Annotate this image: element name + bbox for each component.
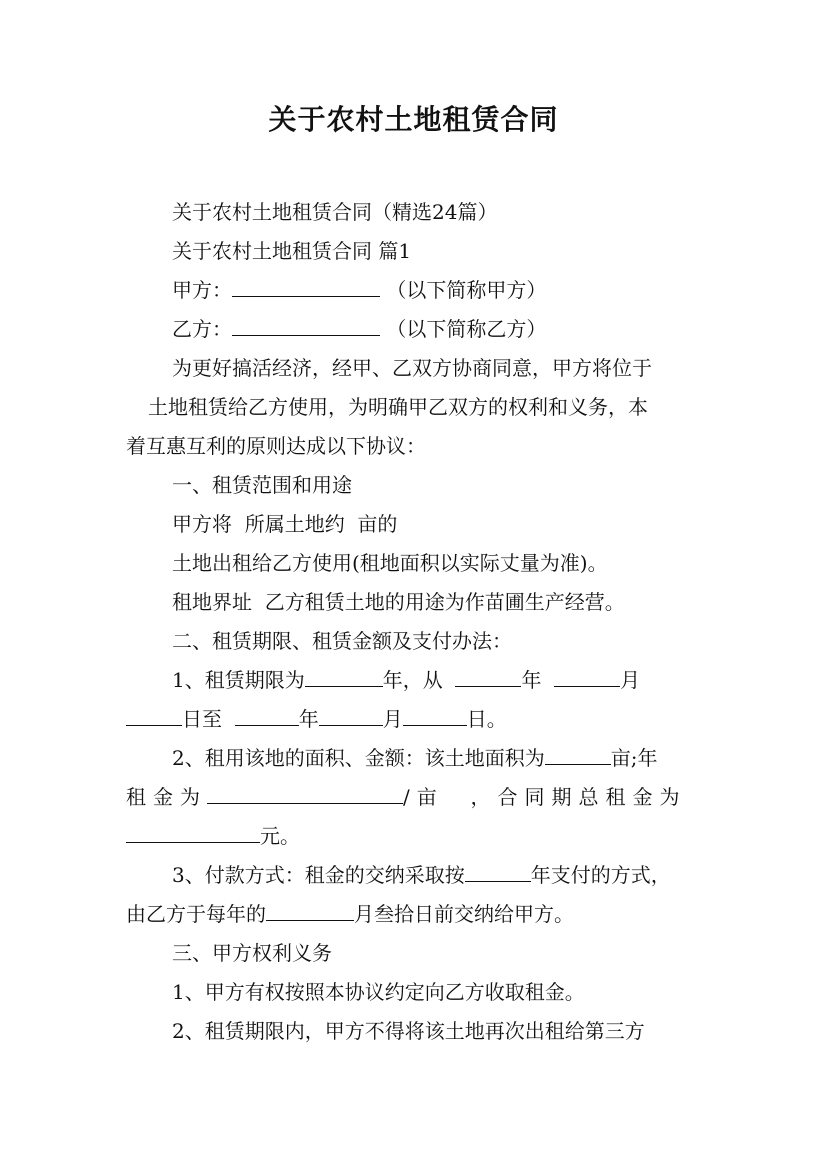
rent-total-label: /亩 ，合同期总租金为 xyxy=(403,785,687,809)
rent-line xyxy=(126,783,686,811)
payment-month-blank xyxy=(266,900,354,921)
party-b-line xyxy=(172,315,546,343)
day-to-text: 日至 xyxy=(182,707,235,731)
month-text: 月 xyxy=(620,668,641,692)
rent-label: 租金为 xyxy=(126,785,207,809)
day-text: 日。 xyxy=(466,707,507,731)
start-month-blank xyxy=(554,666,620,687)
start-year-blank xyxy=(455,666,521,687)
body-line: 土地出租给乙方使用(租地面积以实际丈量为准)。 xyxy=(172,551,608,575)
document-title: 关于农村土地租赁合同 xyxy=(268,103,559,136)
year-text: 年 xyxy=(298,707,319,731)
body-line: 土地租赁给乙方使用，为明确甲乙双方的权利和义务，本 xyxy=(148,395,648,419)
party-b-blank xyxy=(232,315,380,336)
lease-term-label: 1、租赁期限为 xyxy=(172,668,305,692)
area-unit-text: 亩;年 xyxy=(610,746,658,770)
body-line: 着互惠互利的原则达成以下协议： xyxy=(126,434,426,458)
clause-heading: 三、甲方权利义务 xyxy=(172,941,332,965)
area-blank xyxy=(545,744,611,765)
end-day-blank xyxy=(403,705,467,726)
area-line xyxy=(172,744,657,772)
party-a-label: 甲方： xyxy=(172,278,232,302)
party-b-note: （以下简称乙方） xyxy=(380,317,547,341)
total-line xyxy=(126,822,300,850)
payment-blank xyxy=(465,861,531,882)
lease-term-line xyxy=(172,666,640,694)
rent-blank xyxy=(207,783,403,804)
party-a-blank xyxy=(232,276,380,297)
year-text: 年 xyxy=(521,668,555,692)
yuan-text: 元。 xyxy=(260,824,300,848)
body-line: 1、甲方有权按照本协议约定向乙方收取租金。 xyxy=(172,980,585,1004)
lease-term-line-2 xyxy=(126,705,507,733)
payment-text: 年支付的方式， xyxy=(530,863,671,887)
payment-deadline-text: 月叁拾日前交纳给甲方。 xyxy=(354,902,574,926)
body-line: 甲方将 所属土地约 亩的 xyxy=(172,512,398,536)
area-label: 2、租用该地的面积、金额：该土地面积为 xyxy=(172,746,545,770)
total-blank xyxy=(126,822,260,843)
body-line: 租地界址 乙方租赁土地的用途为作苗圃生产经营。 xyxy=(172,590,625,614)
payment-line xyxy=(172,861,671,889)
clause-heading: 二、租赁期限、租赁金额及支付办法： xyxy=(172,629,512,653)
month-text: 月 xyxy=(382,707,403,731)
subtitle-line: 关于农村土地租赁合同（精选24篇） xyxy=(172,200,498,224)
end-month-blank xyxy=(319,705,383,726)
end-year-blank xyxy=(235,705,299,726)
payment-label: 3、付款方式：租金的交纳采取按 xyxy=(172,863,465,887)
payment-line-2 xyxy=(126,900,574,928)
clause-heading: 一、租赁范围和用途 xyxy=(172,473,352,497)
party-a-note: （以下简称甲方） xyxy=(380,278,547,302)
year-from-text: 年，从 xyxy=(382,668,456,692)
party-b-label: 乙方： xyxy=(172,317,232,341)
start-day-blank xyxy=(126,705,182,726)
payment-annual-label: 由乙方于每年的 xyxy=(126,902,266,926)
body-line: 2、租赁期限内，甲方不得将该土地再次出租给第三方 xyxy=(172,1019,645,1043)
body-line: 为更好搞活经济，经甲、乙双方协商同意，甲方将位于 xyxy=(172,356,652,380)
party-a-line xyxy=(172,276,546,304)
years-blank xyxy=(305,666,383,687)
section-heading-line: 关于农村土地租赁合同 篇1 xyxy=(172,239,412,263)
